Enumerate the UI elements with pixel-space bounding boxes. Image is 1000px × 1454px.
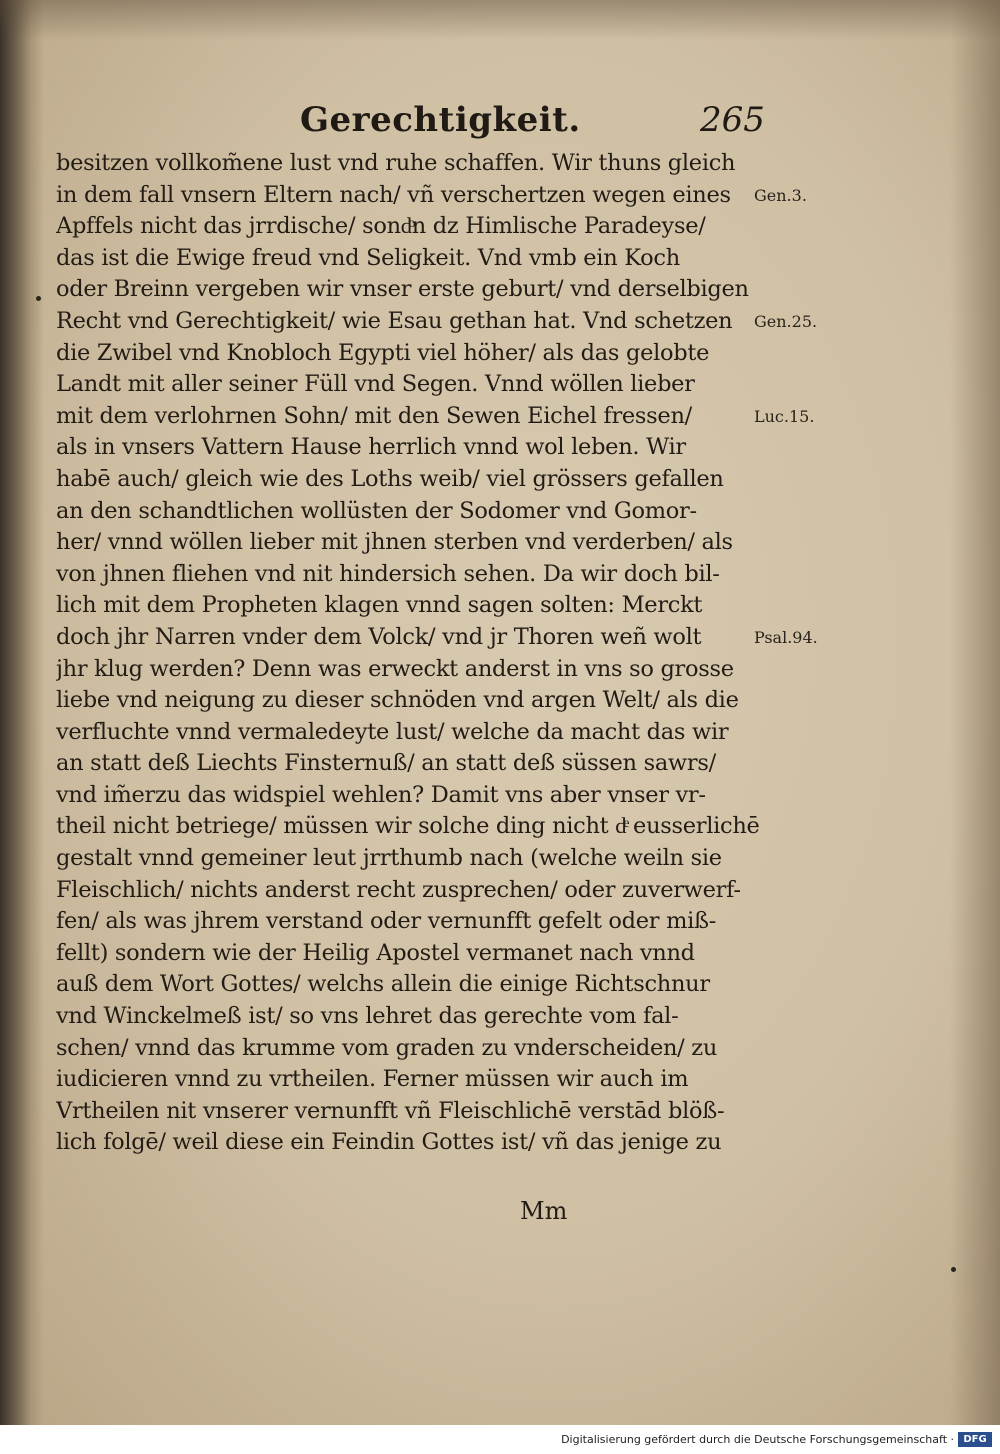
text-line: Landt mit aller seiner Füll vnd Segen. Vnnd wöllen lieber: [56, 371, 695, 398]
text-line: theil nicht betriege/ müssen wir solche ding nicht dͤ eusserlichē: [56, 813, 760, 840]
text-line: vnd im̃erzu das widspiel wehlen? Damit vns aber vnser vr-: [56, 781, 706, 808]
text-line: Apffels nicht das jrrdische/ sondͦn dz Himlische Paradeyse/: [56, 213, 706, 240]
text-line: her/ vnnd wöllen lieber mit jhnen sterben vnd verderben/ als: [56, 529, 733, 556]
credit-bar: [0, 1425, 1000, 1454]
text-line: als in vnsers Vattern Hause herrlich vnnd wol leben. Wir: [56, 434, 686, 461]
text-line: gestalt vnnd gemeiner leut jrrthumb nach (welche weiln sie: [56, 845, 722, 872]
body-text: [56, 148, 776, 1159]
margin-dot: [36, 296, 41, 301]
text-line: an statt deß Liechts Finsternuß/ an statt deß süssen sawrs/: [56, 750, 716, 777]
text-line: von jhnen fliehen vnd nit hindersich sehen. Da wir doch bil-: [56, 560, 720, 587]
text-line: oder Breinn vergeben wir vnser erste geburt/ vnd derselbigen: [56, 276, 749, 303]
text-line: habē auch/ gleich wie des Loths weib/ viel grössers gefallen: [56, 465, 724, 492]
text-line: fellt) sondern wie der Heilig Apostel vermanet nach vnnd: [56, 939, 695, 966]
text-line: die Zwibel vnd Knobloch Egypti viel höher/ als das gelobte: [56, 339, 710, 366]
text-line: lich folgē/ weil diese ein Feindin Gottes ist/ vñ das jenige zu: [56, 1129, 722, 1156]
margin-reference: Gen.25.: [754, 312, 818, 331]
text-line: fen/ als was jhrem verstand oder vernunfft gefelt oder miß-: [56, 908, 717, 935]
page-header: [0, 100, 1000, 150]
text-line: Recht vnd Gerechtigkeit/ wie Esau gethan hat. Vnd schetzen: [56, 307, 733, 334]
right-edge-shadow: [950, 0, 1000, 1425]
book-spine-shadow: [0, 0, 44, 1425]
margin-reference: Psal.94.: [754, 628, 818, 647]
margin-reference: Gen.3.: [754, 185, 807, 205]
text-line: jhr klug werden? Denn was erweckt anderst in vns so grosse: [56, 655, 734, 682]
text-line: schen/ vnnd das krumme vom graden zu vnderscheiden/ zu: [56, 1034, 718, 1061]
text-line: lich mit dem Propheten klagen vnnd sagen solten: Merckt: [56, 592, 703, 619]
credit-text: Digitalisierung gefördert durch die Deutsche Forschungsgemeinschaft ·: [561, 1433, 954, 1446]
text-line: in dem fall vnsern Eltern nach/ vñ verschertzen wegen eines: [56, 181, 731, 208]
text-line: Vrtheilen nit vnserer vernunfft vñ Fleischlichē verstād blöß-: [56, 1097, 725, 1124]
dfg-logo: DFG: [958, 1432, 992, 1447]
text-line: vnd Winckelmeß ist/ so vns lehret das gerechte vom fal-: [56, 1003, 679, 1030]
text-line: mit dem verlohrnen Sohn/ mit den Sewen Eichel fressen/: [56, 402, 692, 429]
text-line: Fleischlich/ nichts anderst recht zusprechen/ oder zuverwerf-: [56, 876, 741, 903]
margin-notes: [754, 148, 844, 748]
catchword: Mm: [520, 1197, 568, 1225]
running-title: Gerechtigkeit.: [300, 100, 581, 140]
margin-dot: [951, 1267, 956, 1272]
text-line: an den schandtlichen wollüsten der Sodomer vnd Gomor-: [56, 497, 697, 524]
text-line: iudicieren vnnd zu vrtheilen. Ferner müssen wir auch im: [56, 1066, 689, 1093]
text-line: besitzen vollkom̃ene lust vnd ruhe schaffen. Wir thuns gleich: [56, 150, 736, 176]
margin-reference: Luc.15.: [754, 406, 815, 426]
page-number: 265: [700, 100, 765, 140]
text-line: liebe vnd neigung zu dieser schnöden vnd argen Welt/ als die: [56, 687, 739, 714]
text-line: verfluchte vnnd vermaledeyte lust/ welche da macht das wir: [56, 718, 729, 745]
top-edge-shadow: [0, 0, 1000, 40]
text-line: doch jhr Narren vnder dem Volck/ vnd jr Thoren weñ wolt: [56, 623, 702, 650]
text-line: auß dem Wort Gottes/ welchs allein die einige Richtschnur: [56, 971, 710, 998]
text-line: das ist die Ewige freud vnd Seligkeit. Vnd vmb ein Koch: [56, 244, 680, 271]
